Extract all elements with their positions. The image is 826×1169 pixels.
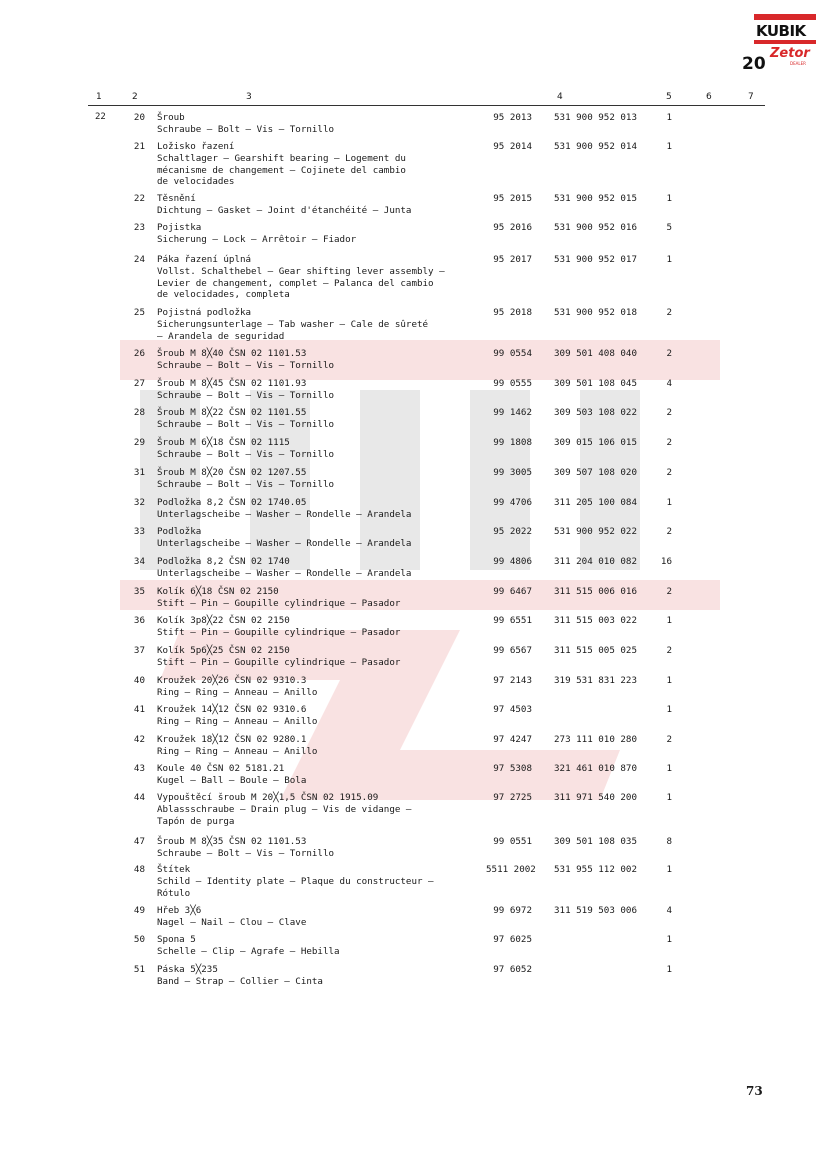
quantity: 2 [666,526,672,537]
position-number: 42 [133,734,145,745]
position-number: 33 [133,526,145,537]
quantity: 2 [666,586,672,597]
part-name: Šroub [157,112,185,123]
quantity: 1 [666,193,672,204]
part-translation: Stift — Pin — Goupille cylindrique — Pasador [157,597,401,609]
part-code: 99 4706 [493,497,532,508]
part-number: 309 501 108 035 [554,836,637,847]
part-number: 531 900 952 017 [554,254,637,265]
logo-bar-top [754,14,816,20]
part-name: Kolík 6╳18 ČSN 02 2150 [157,586,279,597]
part-description [157,437,477,461]
part-description [157,222,477,246]
part-translation: Schelle — Clip — Agrafe — Hebilla [157,945,340,957]
part-name: Šroub M 8╳40 ČSN 02 1101.53 [157,348,307,359]
part-description [157,407,477,431]
part-description [157,615,477,639]
part-description [157,934,477,958]
part-translation: — Arandela de seguridad [157,330,285,342]
part-code: 99 6567 [493,645,532,656]
part-description [157,704,477,728]
part-code: 99 0554 [493,348,532,359]
part-translation: Sicherung — Lock — Arrêtoir — Fiador [157,233,357,245]
position-number: 48 [133,864,145,875]
part-translation: Schraube — Bolt — Vis — Tornillo [157,123,335,135]
part-translation: Dichtung — Gasket — Joint d'étanchéité — Junta [157,204,412,216]
position-number: 43 [133,763,145,774]
part-translation: Kugel — Ball — Boule — Bola [157,774,307,786]
quantity: 1 [666,934,672,945]
part-description [157,792,477,827]
part-number: 309 503 108 022 [554,407,637,418]
quantity: 1 [666,704,672,715]
position-number: 50 [133,934,145,945]
quantity: 8 [666,836,672,847]
part-number: 311 515 005 025 [554,645,637,656]
part-translation: Schraube — Bolt — Vis — Tornillo [157,478,335,490]
quantity: 4 [666,905,672,916]
position-number: 44 [133,792,145,803]
part-description [157,645,477,669]
position-number: 28 [133,407,145,418]
part-number: 309 507 108 020 [554,467,637,478]
part-number: 531 900 952 016 [554,222,637,233]
part-translation: Schraube — Bolt — Vis — Tornillo [157,359,335,371]
part-number: 311 971 540 200 [554,792,637,803]
part-description [157,526,477,550]
position-number: 25 [133,307,145,318]
part-name: Vypouštěcí šroub M 20╳1,5 ČSN 02 1915.09 [157,792,379,803]
part-description [157,112,477,136]
part-translation: de velocidades [157,176,235,188]
part-name: Šroub M 8╳35 ČSN 02 1101.53 [157,836,307,847]
part-translation: Rótulo [157,887,191,899]
part-code: 97 2725 [493,792,532,803]
quantity: 1 [666,792,672,803]
part-code: 99 0555 [493,378,532,389]
quantity: 4 [666,378,672,389]
part-translation: Schraube — Bolt — Vis — Tornillo [157,418,335,430]
part-number: 309 501 408 040 [554,348,637,359]
part-number: 273 111 010 280 [554,734,637,745]
position-number: 49 [133,905,145,916]
part-description [157,193,477,217]
part-number: 309 015 106 015 [554,437,637,448]
part-translation: Ring — Ring — Anneau — Anillo [157,715,318,727]
column-header-2: 2 [132,92,138,102]
part-description [157,307,477,342]
part-number: 531 900 952 018 [554,307,637,318]
part-translation: mécanisme de changement — Cojinete del cambio [157,164,406,176]
position-number: 26 [133,348,145,359]
part-translation: Schraube — Bolt — Vis — Tornillo [157,448,335,460]
part-name: Šroub M 6╳18 ČSN 02 1115 [157,437,290,448]
part-name: Pojistka [157,222,202,233]
column-header-3: 3 [246,92,252,102]
part-translation: Schild — Identity plate — Plaque du constructeur — [157,875,434,887]
position-number: 24 [133,254,145,265]
part-number: 531 900 952 013 [554,112,637,123]
part-code: 99 3005 [493,467,532,478]
part-name: Kroužek 14╳12 ČSN 02 9310.6 [157,704,307,715]
quantity: 1 [666,615,672,626]
position-number: 31 [133,467,145,478]
part-name: Pojistná podložka [157,307,252,318]
column-header-6: 6 [706,92,712,102]
part-name: Podložka 8,2 ČSN 02 1740.05 [157,497,307,508]
part-code: 99 6467 [493,586,532,597]
position-number: 23 [133,222,145,233]
part-translation: Tapón de purga [157,815,235,827]
part-code: 95 2022 [493,526,532,537]
part-description [157,905,477,929]
position-number: 51 [133,964,145,975]
part-description [157,497,477,521]
part-name: Koule 40 ČSN 02 5181.21 [157,763,285,774]
quantity: 1 [666,497,672,508]
part-code: 97 6052 [493,964,532,975]
part-name: Páska 5╳235 [157,964,218,975]
part-code: 97 6025 [493,934,532,945]
part-translation: Ring — Ring — Anneau — Anillo [157,745,318,757]
part-code: 97 2143 [493,675,532,686]
quantity: 2 [666,437,672,448]
position-number: 36 [133,615,145,626]
part-description [157,141,477,188]
part-number: 531 900 952 022 [554,526,637,537]
header-rule [88,105,765,106]
logo-sub: Zetor [770,46,810,61]
part-code: 95 2016 [493,222,532,233]
part-code: 99 1808 [493,437,532,448]
part-number: 309 501 108 045 [554,378,637,389]
part-translation: Schaltlager — Gearshift bearing — Logement du [157,152,406,164]
part-name: Spona 5 [157,934,196,945]
part-translation: Stift — Pin — Goupille cylindrique — Pasador [157,656,401,668]
part-code: 99 0551 [493,836,532,847]
part-code: 5511 2002 [486,864,536,875]
part-number: 311 204 010 082 [554,556,637,567]
part-name: Kroužek 20╳26 ČSN 02 9310.3 [157,675,307,686]
quantity: 1 [666,864,672,875]
part-description [157,734,477,758]
part-description [157,864,477,899]
part-name: Páka řazení úplná [157,254,252,265]
part-name: Ložisko řazení [157,141,235,152]
part-code: 99 6972 [493,905,532,916]
part-description [157,586,477,610]
part-description [157,378,477,402]
quantity: 2 [666,307,672,318]
part-name: Šroub M 8╳22 ČSN 02 1101.55 [157,407,307,418]
position-number: 47 [133,836,145,847]
part-description [157,675,477,699]
part-translation: Unterlagscheibe — Washer — Rondelle — Arandela [157,508,412,520]
position-number: 29 [133,437,145,448]
part-translation: Stift — Pin — Goupille cylindrique — Pasador [157,626,401,638]
quantity: 1 [666,964,672,975]
part-code: 97 4503 [493,704,532,715]
quantity: 1 [666,254,672,265]
part-translation: Band — Strap — Collier — Cinta [157,975,323,987]
part-name: Podložka [157,526,202,537]
part-description [157,964,477,988]
part-translation: Ring — Ring — Anneau — Anillo [157,686,318,698]
position-number: 21 [133,141,145,152]
part-code: 95 2017 [493,254,532,265]
column-header-4: 4 [557,92,563,102]
part-description [157,254,477,301]
part-name: Štítek [157,864,191,875]
part-description [157,763,477,787]
part-translation: Sicherungsunterlage — Tab washer — Cale de sûreté [157,318,429,330]
position-number: 22 [133,193,145,204]
quantity: 16 [660,556,672,567]
logo-bar-mid [754,40,816,44]
position-number: 40 [133,675,145,686]
part-description [157,836,477,860]
position-number: 37 [133,645,145,656]
position-number: 41 [133,704,145,715]
quantity: 2 [666,407,672,418]
logo-tagline: DEALER [790,61,806,66]
part-description [157,556,477,580]
part-name: Hřeb 3╳6 [157,905,202,916]
part-name: Těsnění [157,193,196,204]
quantity: 2 [666,645,672,656]
column-header-5: 5 [666,92,672,102]
part-name: Šroub M 8╳20 ČSN 02 1207.55 [157,467,307,478]
part-number: 311 205 100 084 [554,497,637,508]
part-code: 95 2013 [493,112,532,123]
group-number: 22 [95,112,106,122]
part-translation: Unterlagscheibe — Washer — Rondelle — Arandela [157,537,412,549]
part-code: 99 6551 [493,615,532,626]
part-number: 311 515 006 016 [554,586,637,597]
part-translation: Ablassschraube — Drain plug — Vis de vidange — [157,803,412,815]
logo-brand: KUBIK [756,22,806,40]
part-code: 99 1462 [493,407,532,418]
quantity: 5 [666,222,672,233]
column-header-7: 7 [748,92,754,102]
quantity: 1 [666,763,672,774]
part-number: 311 515 003 022 [554,615,637,626]
quantity: 2 [666,467,672,478]
part-description [157,348,477,372]
position-number: 27 [133,378,145,389]
part-name: Kroužek 18╳12 ČSN 02 9280.1 [157,734,307,745]
part-translation: Nagel — Nail — Clou — Clave [157,916,307,928]
quantity: 2 [666,348,672,359]
part-name: Kolík 5p6╳25 ČSN 02 2150 [157,645,290,656]
part-number: 319 531 831 223 [554,675,637,686]
quantity: 1 [666,141,672,152]
part-number: 531 955 112 002 [554,864,637,875]
column-header-1: 1 [96,92,102,102]
part-code: 99 4806 [493,556,532,567]
quantity: 2 [666,734,672,745]
part-description [157,467,477,491]
part-translation: Unterlagscheibe — Washer — Rondelle — Arandela [157,567,412,579]
part-code: 97 4247 [493,734,532,745]
position-number: 32 [133,497,145,508]
part-code: 95 2018 [493,307,532,318]
quantity: 1 [666,675,672,686]
column-header-row [0,92,826,104]
part-name: Šroub M 8╳45 ČSN 02 1101.93 [157,378,307,389]
page-number: 73 [746,1084,763,1098]
position-number: 34 [133,556,145,567]
part-number: 531 900 952 015 [554,193,637,204]
part-name: Podložka 8,2 ČSN 02 1740 [157,556,290,567]
part-number: 531 900 952 014 [554,141,637,152]
part-translation: Schraube — Bolt — Vis — Tornillo [157,389,335,401]
part-code: 95 2015 [493,193,532,204]
part-translation: Vollst. Schalthebel — Gear shifting lever assembly — [157,265,445,277]
position-number: 35 [133,586,145,597]
part-number: 311 519 503 006 [554,905,637,916]
part-translation: Schraube — Bolt — Vis — Tornillo [157,847,335,859]
part-code: 97 5308 [493,763,532,774]
position-number: 20 [133,112,145,123]
part-translation: de velocidades, completa [157,289,290,301]
part-translation: Levier de changement, complet — Palanca del cambio [157,277,434,289]
section-number: 20 [742,54,766,74]
quantity: 1 [666,112,672,123]
part-code: 95 2014 [493,141,532,152]
part-number: 321 461 010 870 [554,763,637,774]
part-name: Kolík 3p8╳22 ČSN 02 2150 [157,615,290,626]
